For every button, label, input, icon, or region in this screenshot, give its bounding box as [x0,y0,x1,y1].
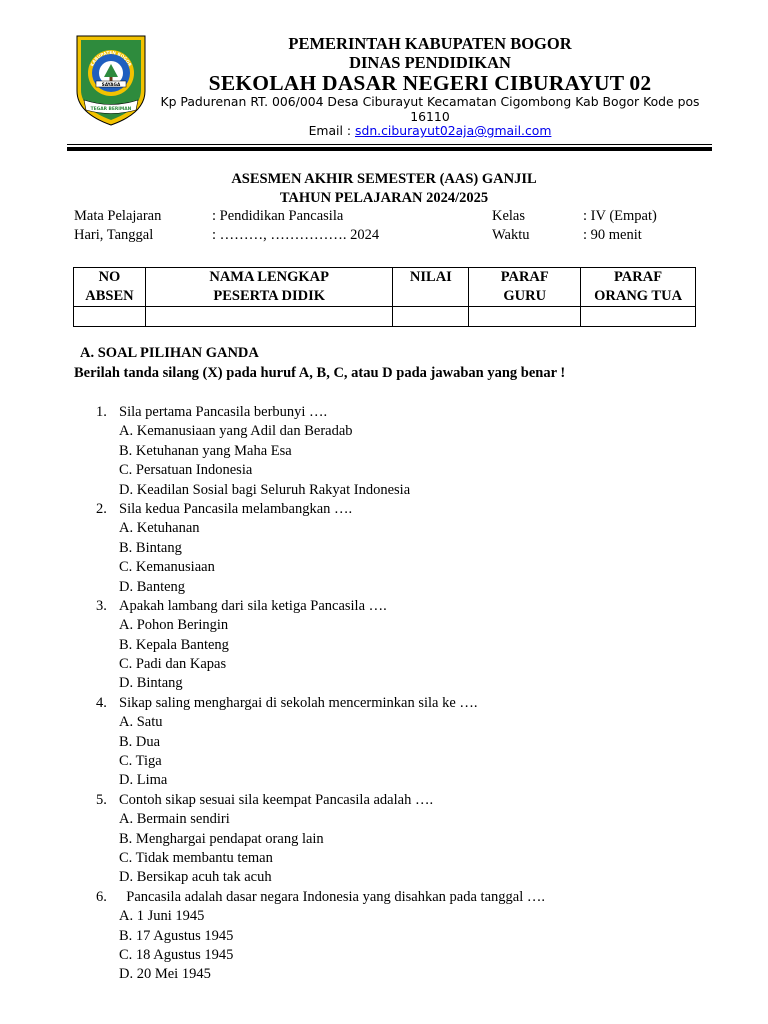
answer-option[interactable]: C. Padi dan Kapas [119,656,227,673]
answer-option[interactable]: C. Persatuan Indonesia [119,462,253,479]
logo-top-text: KABUPATEN BOGOR [89,49,133,68]
question-item [74,403,714,500]
question-text: Pancasila adalah dasar negara Indonesia yang disahkan pada tanggal …. [119,888,545,905]
score-table-row [74,307,696,327]
school-address: Kp Padurenan RT. 006/004 Desa Ciburayut Kecamatan Cigombong Kab Bogor Kode pos 16110 [160,94,700,124]
district-emblem-logo [74,33,148,127]
answer-option[interactable]: B. Menghargai pendapat orang lain [119,830,324,847]
question-number: 1. [96,404,107,420]
subject-label: Mata Pelajaran [74,208,162,224]
question-number: 6. [96,888,107,905]
header-no-absen: NO ABSEN [74,268,146,307]
answer-option[interactable]: A. Satu [119,714,163,731]
answer-option[interactable]: B. 17 Agustus 1945 [119,927,234,944]
question-list [74,403,714,985]
email-line [150,123,710,138]
student-score-table [73,267,696,327]
answer-option[interactable]: A. Kemanusiaan yang Adil dan Beradab [119,423,353,440]
question-text: Contoh sikap sesuai sila keempat Pancasila adalah …. [119,791,434,808]
question-item [74,597,714,694]
answer-option[interactable]: A. 1 Juni 1945 [119,908,205,925]
question-number: 3. [96,597,107,614]
time-label: Waktu [492,227,530,243]
question-text: Sikap saling menghargai di sekolah mencerminkan sila ke …. [119,694,478,711]
logo-mid-text: SAYAGA [101,82,121,87]
class-label: Kelas [492,208,526,224]
header-score: NILAI [393,268,469,307]
section-instruction: Berilah tanda silang (X) pada huruf A, B, C, atau D pada jawaban yang benar ! [74,365,566,381]
question-number: 2. [96,500,107,517]
answer-option[interactable]: C. Kemanusiaan [119,559,215,576]
subject-value: : Pendidikan Pancasila [212,208,344,224]
question-text: Apakah lambang dari sila ketiga Pancasila …. [119,597,387,614]
header-parent-sign: PARAF ORANG TUA [581,268,696,307]
question-number: 4. [96,694,107,711]
question-item [74,888,714,985]
date-value: : ………, ……………. 2024 [212,227,380,243]
school-name: SEKOLAH DASAR NEGERI CIBURAYUT 02 [208,71,652,95]
email-link[interactable]: sdn.ciburayut02aja@gmail.com [355,123,552,138]
department-line: DINAS PENDIDIKAN [349,53,511,72]
cell-student-name[interactable] [145,307,393,327]
answer-option[interactable]: B. Bintang [119,539,182,556]
answer-option[interactable]: D. Bersikap acuh tak acuh [119,869,272,886]
section-title: A. SOAL PILIHAN GANDA [80,345,259,361]
answer-option[interactable]: D. 20 Mei 1945 [119,966,211,983]
logo-motto: TEGAR BERIMAN [90,107,132,112]
answer-option[interactable]: A. Bermain sendiri [119,811,230,828]
answer-option[interactable]: D. Bintang [119,675,183,692]
answer-option[interactable]: D. Keadilan Sosial bagi Seluruh Rakyat Indonesia [119,481,411,498]
question-item [74,694,714,791]
header-divider-thin [67,144,712,145]
answer-option[interactable]: D. Lima [119,772,168,789]
header-teacher-sign: PARAF GURU [469,268,581,307]
question-number: 5. [96,791,107,808]
header-divider-thick [67,147,712,151]
question-item [74,791,714,888]
question-item [74,500,714,597]
answer-option[interactable]: B. Dua [119,733,161,750]
cell-parent-sign[interactable] [581,307,696,327]
exam-title: ASESMEN AKHIR SEMESTER (AAS) GANJIL [231,171,537,187]
exam-year: TAHUN PELAJARAN 2024/2025 [279,190,489,206]
score-table-header [74,268,696,307]
answer-option[interactable]: D. Banteng [119,578,186,595]
answer-option[interactable]: C. Tiga [119,753,162,770]
email-label: Email : [308,123,355,138]
answer-option[interactable]: A. Ketuhanan [119,520,200,537]
question-text: Sila pertama Pancasila berbunyi …. [119,404,328,420]
government-line: PEMERINTAH KABUPATEN BOGOR [288,34,572,53]
answer-option[interactable]: B. Kepala Banteng [119,636,229,653]
answer-option[interactable]: A. Pohon Beringin [119,617,229,634]
class-value: : IV (Empat) [583,208,657,224]
date-label: Hari, Tanggal [74,227,154,243]
header-student-name: NAMA LENGKAP PESERTA DIDIK [145,268,393,307]
answer-option[interactable]: B. Ketuhanan yang Maha Esa [119,442,292,459]
answer-option[interactable]: C. 18 Agustus 1945 [119,946,234,963]
time-value: : 90 menit [583,227,642,243]
answer-option[interactable]: C. Tidak membantu teman [119,849,273,866]
cell-teacher-sign[interactable] [469,307,581,327]
cell-no-absen[interactable] [74,307,146,327]
cell-score[interactable] [393,307,469,327]
question-text: Sila kedua Pancasila melambangkan …. [119,500,353,517]
